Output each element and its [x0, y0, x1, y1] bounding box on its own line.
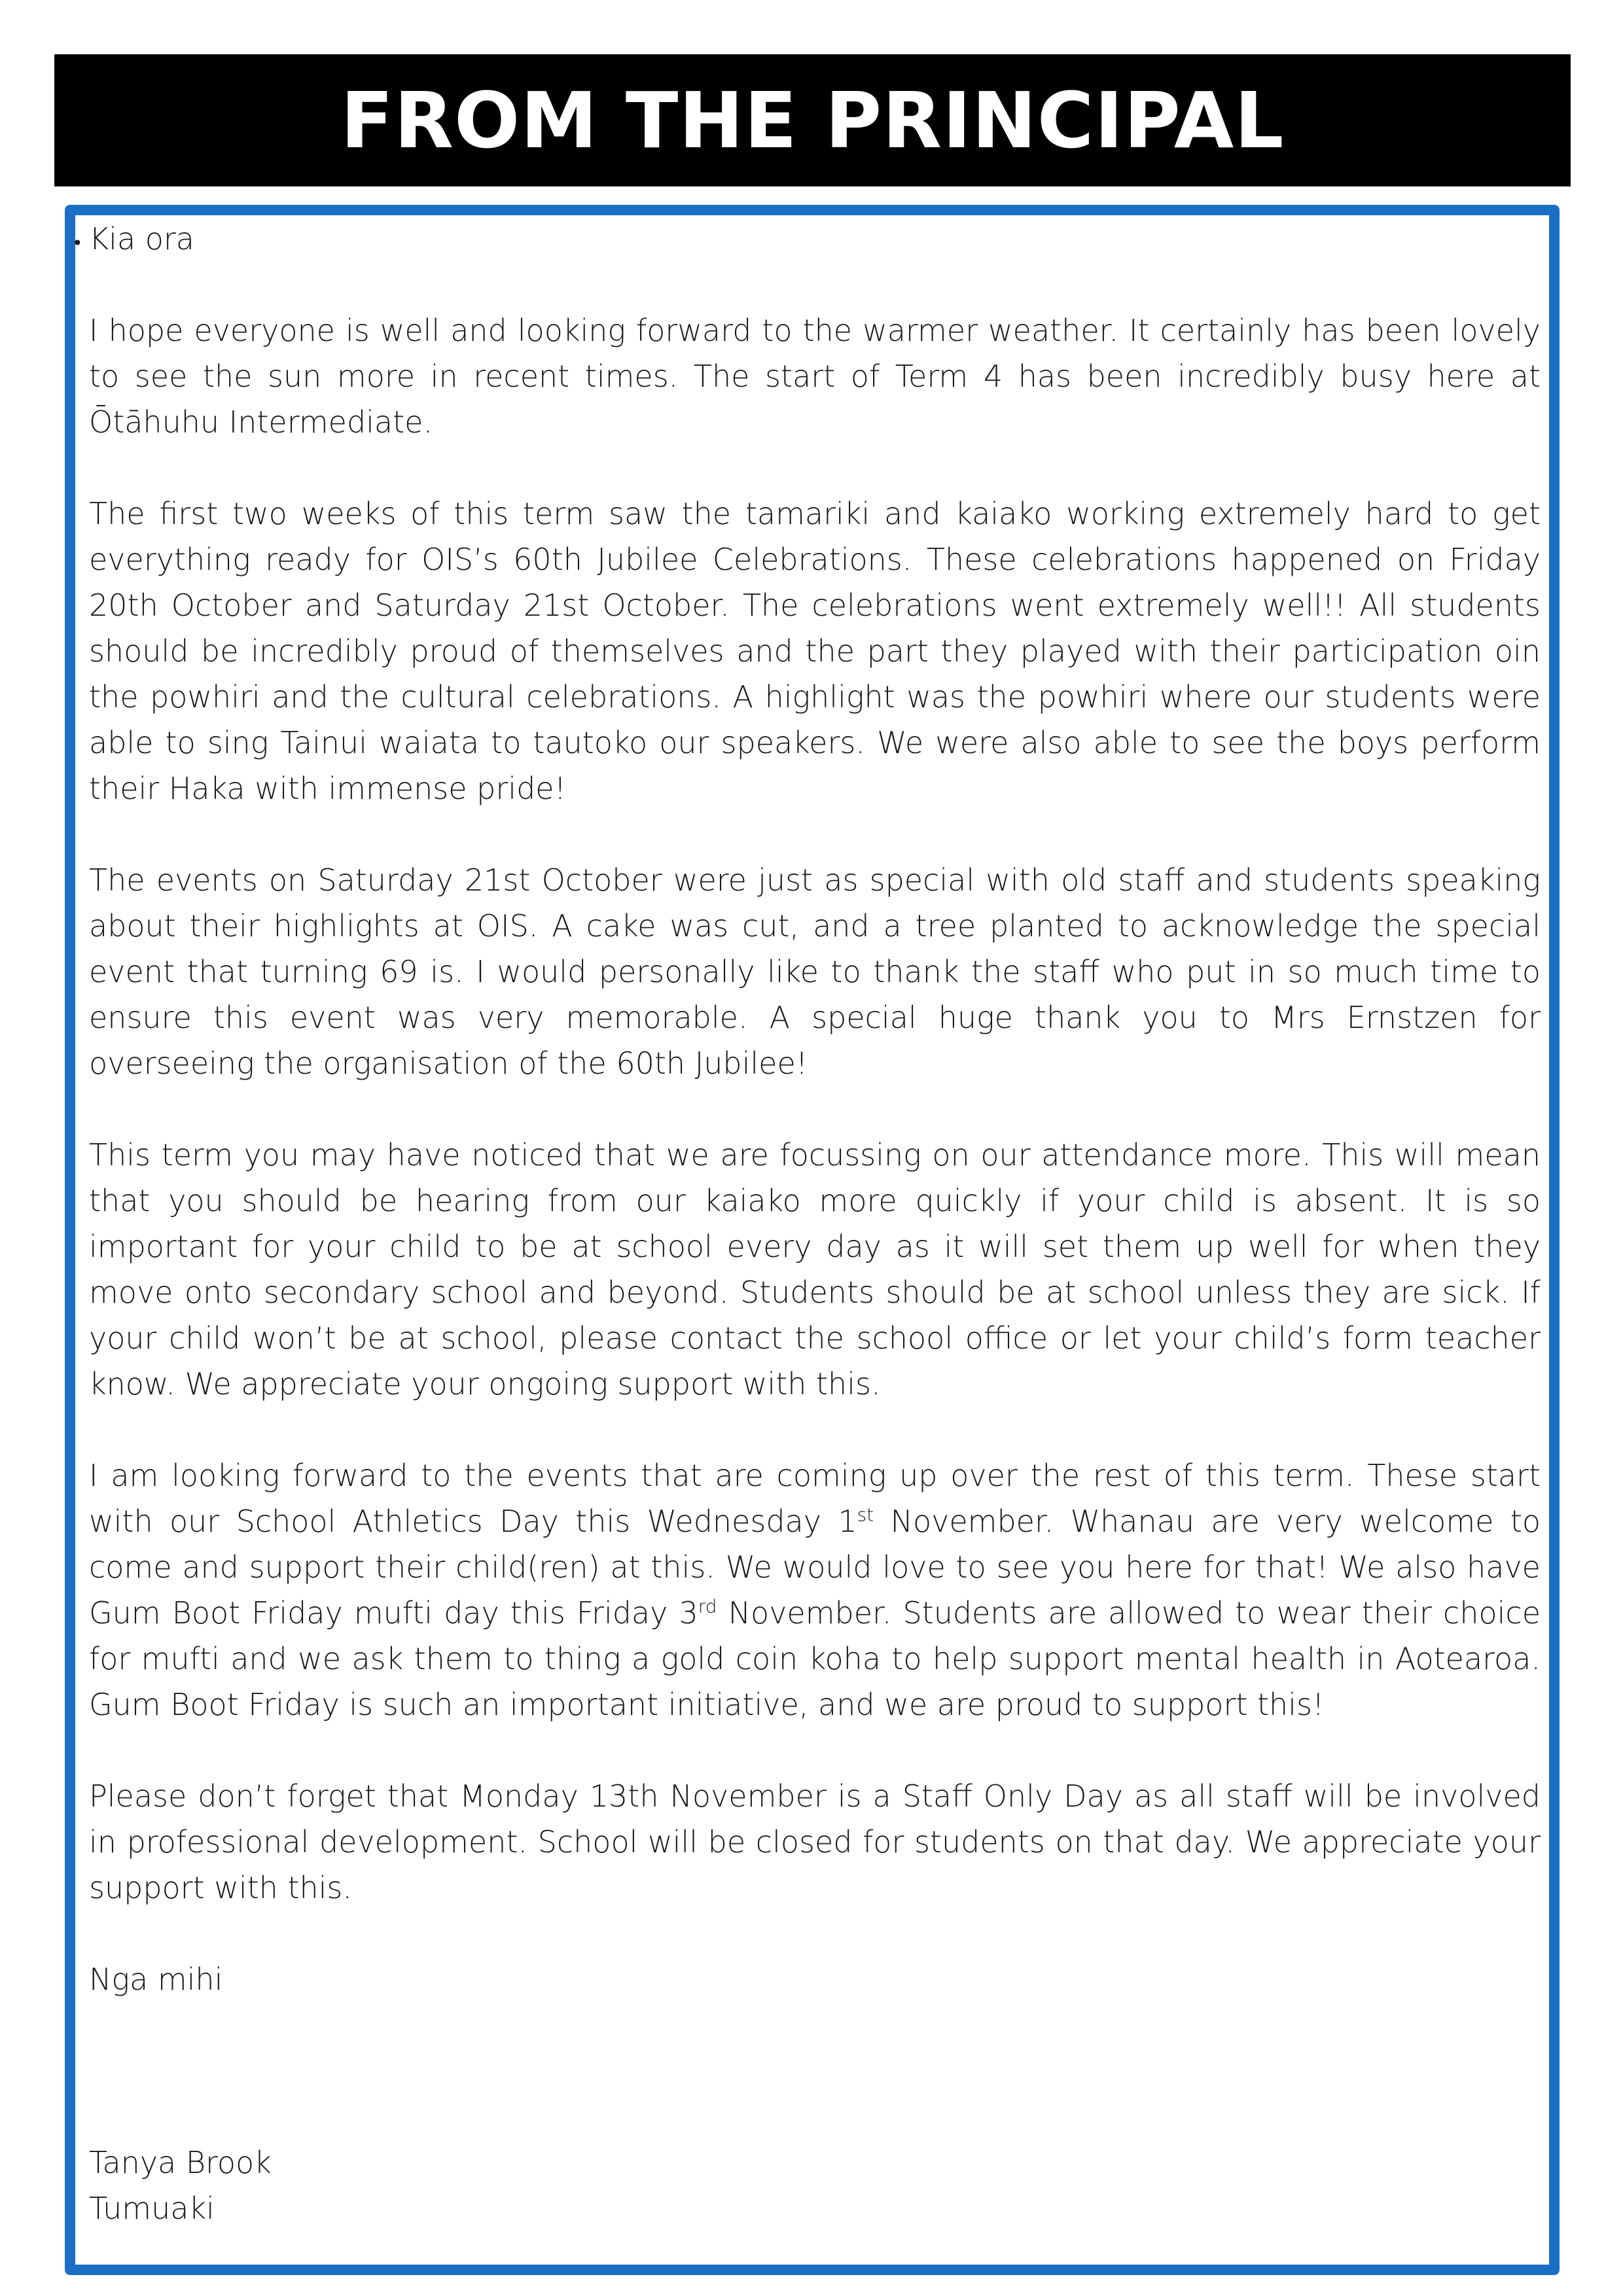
ordinal-rd: rd — [698, 1595, 717, 1617]
paragraph-staff-only-day: Please don’t forget that Monday 13th November is a Staff Only Day as all staff will be involved in professional development. School will be closed for students on that day. We appreciate your support with this. — [89, 1778, 1541, 1905]
upcoming-text-b: November. Whanau are very welcome to come and support their child(ren) at this. We would love to see you here for that! We also have Gum Boot Friday mufti day this Friday 3 — [89, 1504, 1541, 1631]
signature-name: Tanya Brook — [89, 2145, 272, 2180]
page-title: FROM THE PRINCIPAL — [340, 75, 1285, 166]
paragraph-attendance: This term you may have noticed that we are focussing on our attendance more. This will mean that you should be hearing from our kaiako more quickly if your child is absent. It is so important for your child to be at school every day as it will set them up well for when they move onto secondary school and beyond. Students should be at school unless they are sick. If your child won’t be at school, please contact the school office or let your child’s form teacher know. We appreciate your ongoing support with this. — [89, 1137, 1541, 1402]
signature-role: Tumuaki — [89, 2191, 215, 2226]
letter-body — [89, 216, 1541, 2231]
upcoming-text-c: November. Students are allowed to wear their choice for mufti and we ask them to thing a gold coin koha to help support mental health in Aotearoa. Gum Boot Friday is such an important initiative, and we are proud to support this! — [89, 1595, 1541, 1722]
signoff: Nga mihi — [89, 1962, 223, 1997]
paragraph-jubilee: The first two weeks of this term saw the tamariki and kaiako working extremely hard to get everything ready for OIS’s 60th Jubilee Celebrations. These celebrations happened on Friday 20th October and Saturday 21st October. The celebrations went extremely well!! All students should be incredibly proud of themselves and the part they played with their participation oin the powhiri and the cultural celebrations. A highlight was the powhiri where our students were able to sing Tainui waiata to tautoko our speakers. We were also able to see the boys perform their Haka with immense pride! — [89, 496, 1541, 806]
paragraph-intro: I hope everyone is well and looking forward to the warmer weather. It certainly has been lovely to see the sun more in recent times. The start of Term 4 has been incredibly busy here at Ōtāhuhu Intermediate. — [89, 313, 1541, 440]
greeting: Kia ora — [89, 221, 194, 256]
bullet-marker: • — [72, 232, 83, 254]
ordinal-st: st — [857, 1504, 874, 1526]
paragraph-saturday-events: The events on Saturday 21st October were just as special with old staff and students speaking about their highlights at OIS. A cake was cut, and a tree planted to acknowledge the special event that turning 69 is. I would personally like to thank the staff who put in so much time to ensure this event was very memorable. A special huge thank you to Mrs Ernstzen for overseeing the organisation of the 60th Jubilee! — [89, 862, 1541, 1081]
title-banner — [54, 54, 1571, 186]
paragraph-upcoming-events — [89, 1453, 1541, 1727]
upcoming-text-a: I am looking forward to the events that are coming up over the rest of this term. These start with our School Athletics Day this Wednesday 1 — [89, 1458, 1541, 1539]
